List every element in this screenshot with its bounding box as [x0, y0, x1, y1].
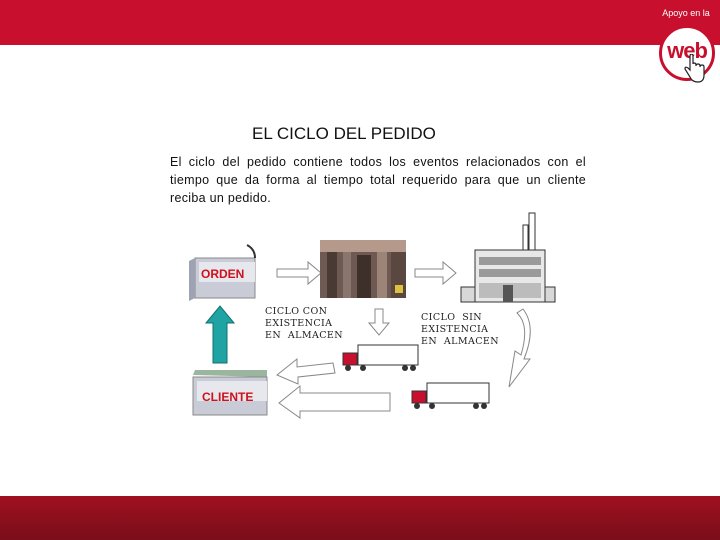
apoyo-web-logo[interactable]: [650, 6, 720, 96]
order-cycle-diagram: [185, 205, 565, 430]
factory-image: [461, 213, 555, 302]
cycle-with-stock-label: CICLO CON EXISTENCIA EN ALMACEN: [265, 306, 343, 341]
slide-title: EL CICLO DEL PEDIDO: [252, 124, 436, 143]
arrow-truck1-to-client: [277, 359, 335, 384]
logo-word: web: [667, 38, 707, 63]
slide-body-text: El ciclo del pedido contiene todos los eventos relacionados con el tiempo que da forma al tiempo total requerido para que un cliente reciba un pedido.: [170, 155, 586, 205]
truck-icon: [412, 383, 489, 409]
arrow-warehouse-to-factory: [415, 262, 456, 284]
hand-cursor-icon: [682, 54, 706, 84]
arrow-factory-to-truck: [509, 309, 530, 387]
footer-bar: [0, 496, 720, 540]
logo-caption: Apoyo en la: [662, 8, 710, 18]
truck-icon: [343, 345, 418, 371]
client-label: CLIENTE: [202, 390, 254, 404]
warehouse-image: [320, 240, 406, 298]
cycle-without-stock-label: CICLO SIN EXISTENCIA EN ALMACEN: [421, 312, 499, 347]
header-bar: [0, 0, 720, 45]
arrow-truck2-to-client: [279, 386, 390, 418]
order-label: ORDEN: [201, 267, 245, 281]
arrow-order-to-warehouse: [277, 262, 321, 284]
arrow-client-to-order: [206, 306, 234, 363]
arrow-warehouse-to-truck: [369, 309, 389, 335]
